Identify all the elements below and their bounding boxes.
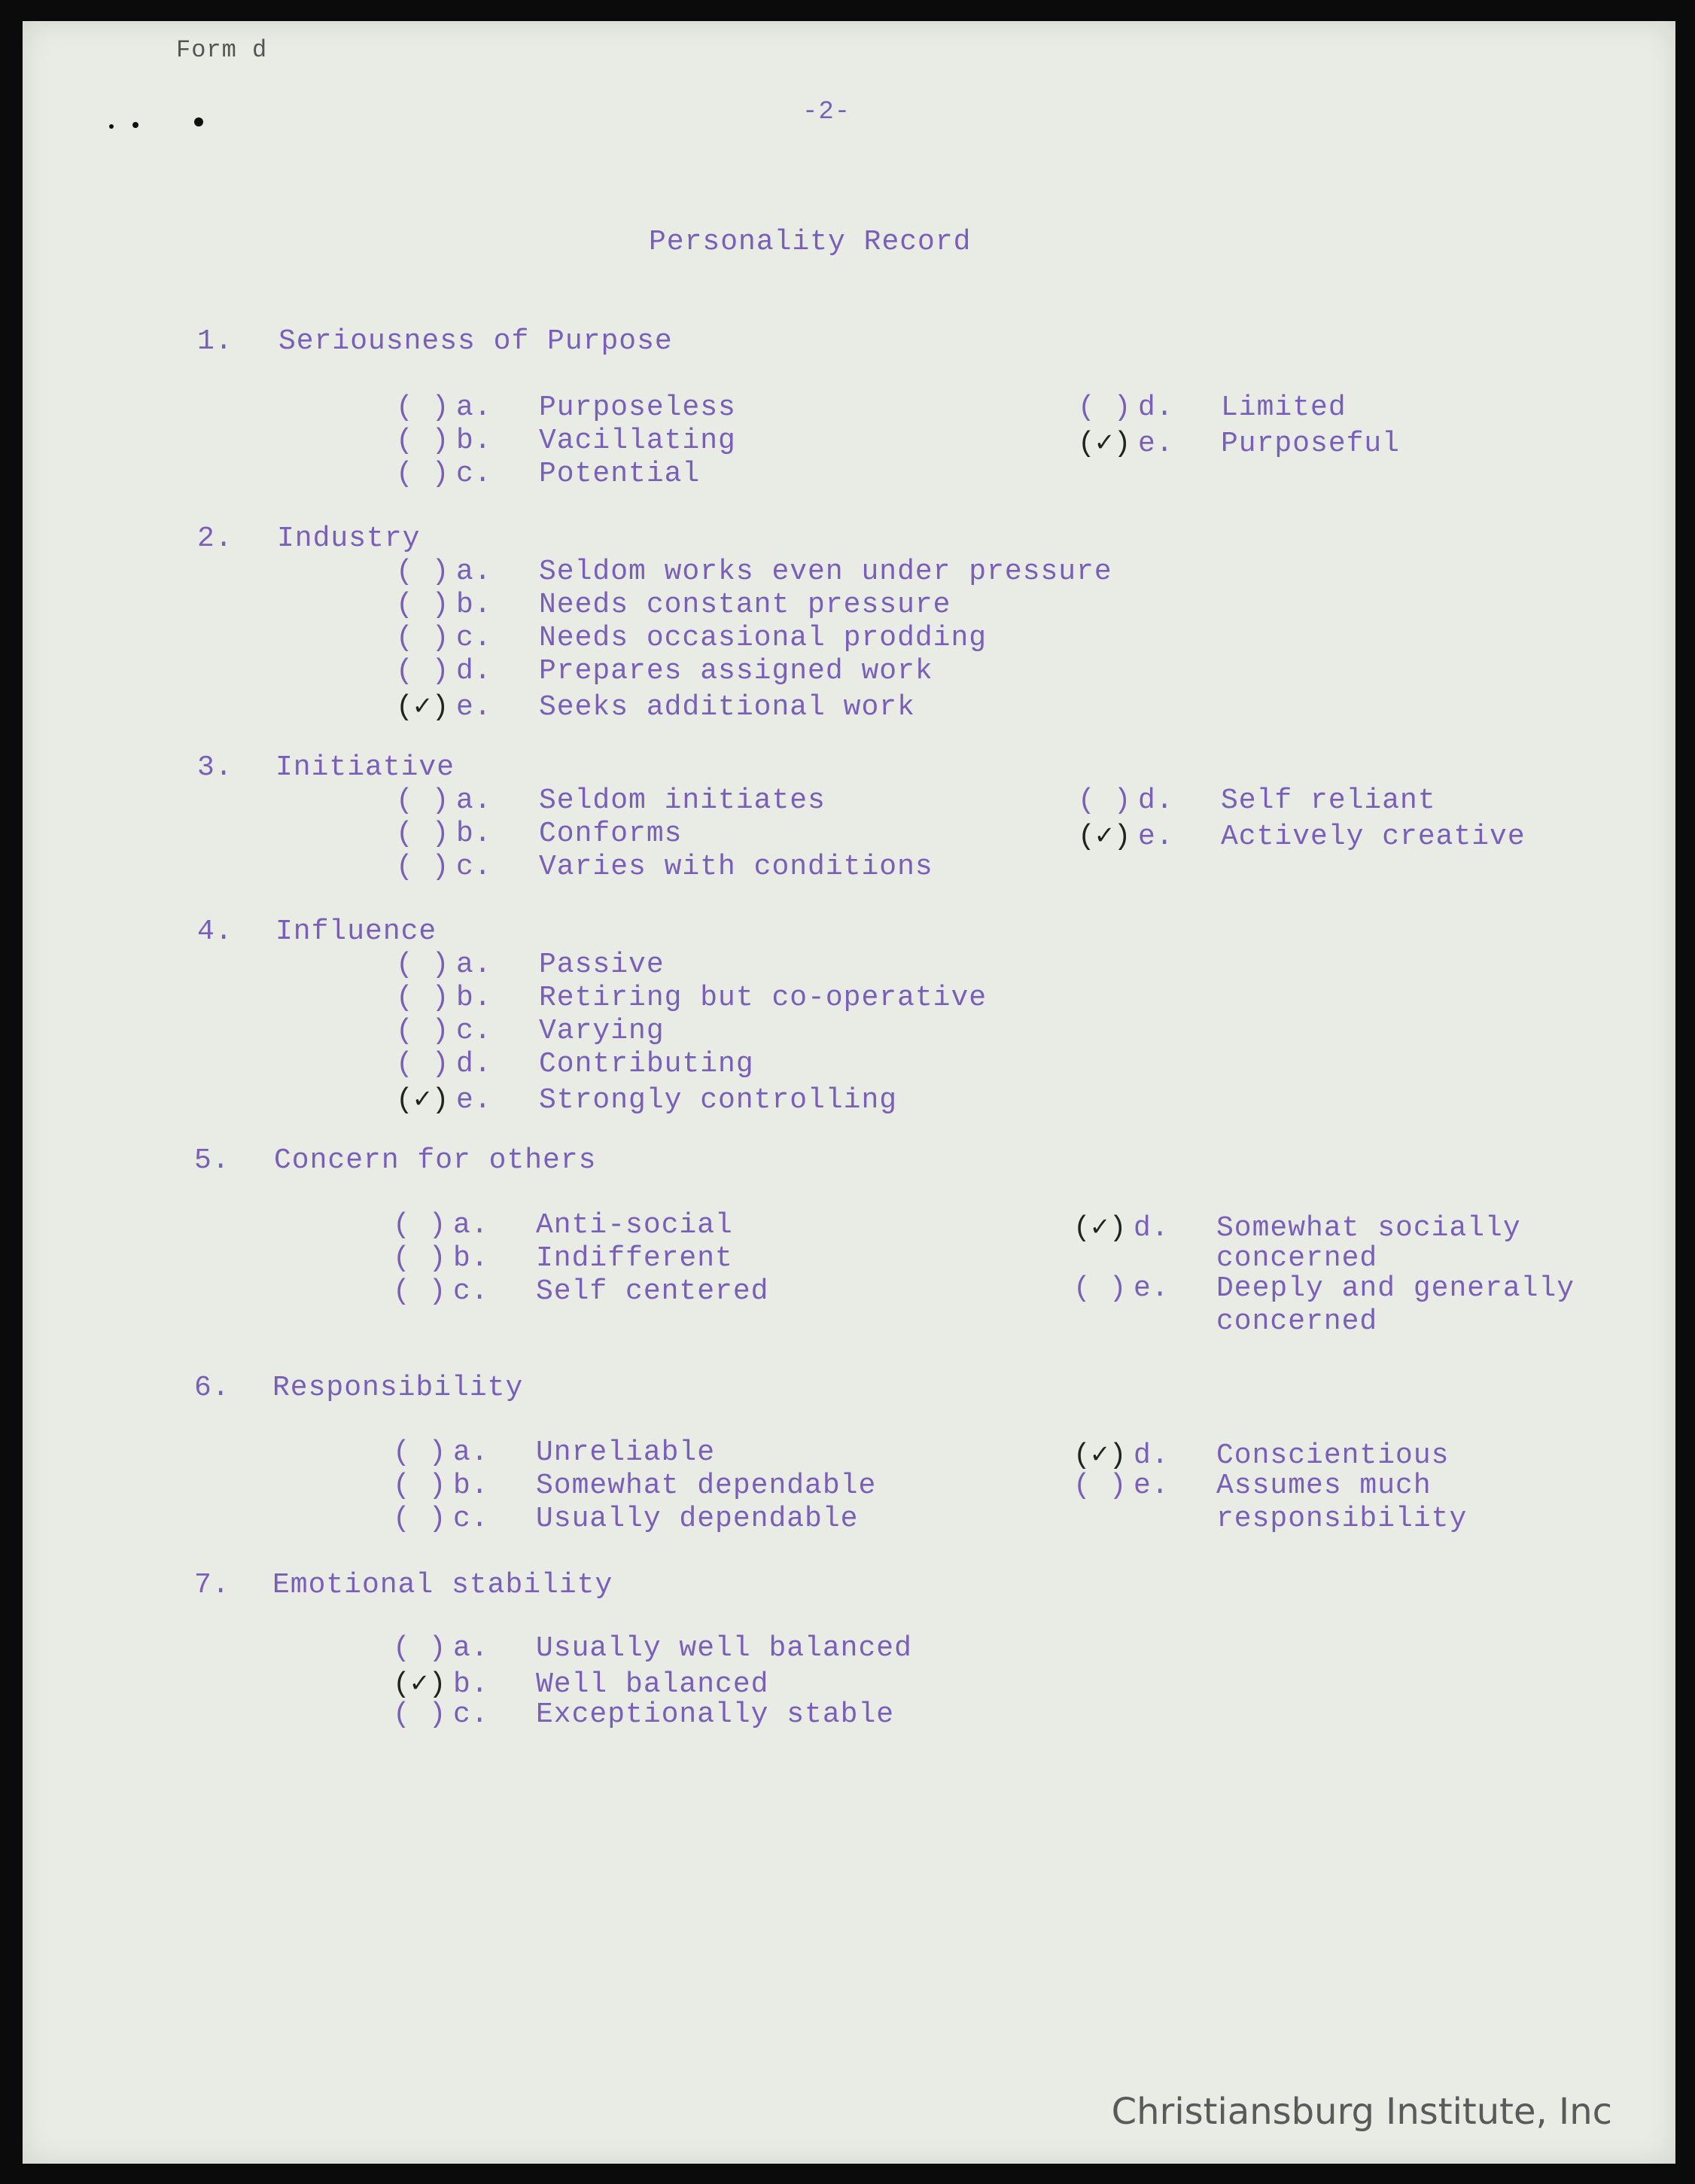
checkbox[interactable]: ( ): [396, 589, 450, 621]
option-5c[interactable]: [393, 1275, 768, 1308]
option-2a[interactable]: [396, 556, 1112, 588]
option-2e[interactable]: [396, 688, 915, 723]
question-number: 5.: [194, 1144, 230, 1177]
option-letter: c.: [453, 1503, 489, 1535]
option-4c[interactable]: [396, 1015, 665, 1047]
option-letter: b.: [456, 589, 492, 621]
option-2b[interactable]: [396, 589, 951, 621]
option-text: Deeply and generally: [1216, 1272, 1575, 1305]
option-text: Varying: [539, 1015, 665, 1047]
option-text: Seeks additional work: [539, 691, 915, 723]
option-text: Usually dependable: [536, 1503, 859, 1535]
option-3a[interactable]: [396, 784, 826, 817]
option-2d[interactable]: [396, 655, 933, 687]
option-5e[interactable]: [1073, 1272, 1575, 1305]
option-4e[interactable]: [396, 1081, 897, 1116]
checkbox[interactable]: ( ): [396, 949, 450, 981]
option-5d-continued: concerned: [1216, 1242, 1378, 1275]
option-text: Conforms: [539, 818, 683, 850]
option-text: Vacillating: [539, 425, 736, 457]
option-1c[interactable]: [396, 458, 700, 490]
option-3d[interactable]: [1078, 784, 1436, 817]
option-text: Well balanced: [536, 1668, 769, 1701]
checkbox-checked[interactable]: (✓): [396, 1084, 450, 1116]
question-number: 4.: [197, 915, 233, 948]
option-letter: b.: [453, 1242, 489, 1275]
option-text: Actively creative: [1221, 821, 1526, 853]
checkbox[interactable]: ( ): [396, 818, 450, 850]
checkbox[interactable]: ( ): [1073, 1272, 1127, 1305]
option-text: Somewhat socially: [1216, 1212, 1521, 1244]
option-text: Limited: [1221, 391, 1347, 424]
option-text: Purposeless: [539, 391, 736, 424]
option-6c[interactable]: [393, 1503, 858, 1535]
option-letter: e.: [1134, 1272, 1170, 1305]
checkbox[interactable]: ( ): [396, 425, 450, 457]
option-letter: d.: [456, 655, 492, 687]
option-3c[interactable]: [396, 851, 933, 883]
checkbox-checked[interactable]: (✓): [1073, 1439, 1127, 1472]
checkbox[interactable]: ( ): [393, 1436, 447, 1469]
option-letter: c.: [456, 851, 492, 883]
option-letter: d.: [1138, 391, 1174, 424]
form-label: Form d: [176, 36, 268, 64]
option-letter: c.: [456, 458, 492, 490]
checkbox-checked[interactable]: (✓): [1078, 821, 1132, 853]
option-7b[interactable]: [393, 1665, 768, 1701]
option-2c[interactable]: [396, 622, 987, 654]
checkbox[interactable]: ( ): [393, 1242, 447, 1275]
checkbox[interactable]: ( ): [393, 1275, 447, 1308]
option-text: Conscientious: [1216, 1439, 1450, 1472]
option-letter: c.: [453, 1698, 489, 1731]
option-letter: a.: [453, 1436, 489, 1469]
checkbox-checked[interactable]: (✓): [1078, 428, 1132, 460]
option-3b[interactable]: [396, 818, 682, 850]
option-letter: b.: [453, 1668, 489, 1701]
option-7a[interactable]: [393, 1632, 912, 1665]
option-letter: c.: [456, 1015, 492, 1047]
option-letter: a.: [456, 949, 492, 981]
checkbox[interactable]: ( ): [396, 851, 450, 883]
option-6e-continued: responsibility: [1216, 1503, 1468, 1535]
option-letter: d.: [1138, 784, 1174, 817]
option-6d[interactable]: [1073, 1436, 1449, 1472]
option-6a[interactable]: [393, 1436, 715, 1469]
page-title: Personality Record: [649, 226, 972, 258]
option-letter: b.: [453, 1470, 489, 1502]
checkbox-checked[interactable]: (✓): [393, 1668, 447, 1701]
option-text: Needs constant pressure: [539, 589, 951, 621]
option-5e-continued: concerned: [1216, 1305, 1378, 1338]
option-text: Assumes much: [1216, 1470, 1432, 1502]
option-letter: c.: [453, 1275, 489, 1308]
question-title: Concern for others: [274, 1144, 597, 1177]
option-letter: e.: [1138, 821, 1174, 853]
option-1e[interactable]: [1078, 425, 1400, 460]
checkbox[interactable]: ( ): [396, 391, 450, 424]
checkbox[interactable]: ( ): [393, 1470, 447, 1502]
option-6b[interactable]: [393, 1470, 876, 1502]
option-text: Self centered: [536, 1275, 769, 1308]
checkbox[interactable]: ( ): [1078, 784, 1132, 817]
question-number: 7.: [194, 1569, 230, 1601]
option-letter: a.: [456, 556, 492, 588]
option-text: Retiring but co-operative: [539, 982, 987, 1014]
option-5b[interactable]: [393, 1242, 733, 1275]
option-7c[interactable]: [393, 1698, 894, 1731]
checkbox[interactable]: ( ): [396, 1015, 450, 1047]
option-3e[interactable]: [1078, 818, 1526, 853]
option-letter: d.: [456, 1048, 492, 1080]
option-6e[interactable]: [1073, 1470, 1432, 1502]
option-text: Purposeful: [1221, 428, 1401, 460]
option-letter: e.: [1138, 428, 1174, 460]
option-letter: a.: [453, 1632, 489, 1665]
option-letter: e.: [1134, 1470, 1170, 1502]
question-title: Industry: [277, 522, 421, 555]
checkbox[interactable]: ( ): [393, 1503, 447, 1535]
question-number: 6.: [194, 1372, 230, 1404]
option-letter: d.: [1134, 1439, 1170, 1472]
checkbox-checked[interactable]: (✓): [396, 691, 450, 723]
checkbox[interactable]: ( ): [393, 1632, 447, 1665]
question-number: 1.: [197, 325, 233, 358]
question-number: 3.: [197, 751, 233, 784]
option-text: Seldom works even under pressure: [539, 556, 1112, 588]
option-letter: a.: [456, 784, 492, 817]
option-text: Prepares assigned work: [539, 655, 933, 687]
option-letter: b.: [456, 982, 492, 1014]
option-4a[interactable]: [396, 949, 665, 981]
page-number: -2-: [802, 98, 851, 126]
option-4b[interactable]: [396, 982, 987, 1014]
checkbox[interactable]: ( ): [1078, 391, 1132, 424]
option-1a[interactable]: [396, 391, 736, 424]
option-letter: d.: [1134, 1212, 1170, 1244]
option-letter: c.: [456, 622, 492, 654]
checkbox[interactable]: ( ): [396, 458, 450, 490]
watermark: Christiansburg Institute, Inc: [1111, 2091, 1612, 2133]
option-text: Anti-social: [536, 1209, 733, 1241]
option-text: Needs occasional prodding: [539, 622, 987, 654]
question-title: Initiative: [275, 751, 455, 784]
option-text: Contributing: [539, 1048, 754, 1080]
option-letter: b.: [456, 425, 492, 457]
option-letter: b.: [456, 818, 492, 850]
option-text: Varies with conditions: [539, 851, 933, 883]
checkbox-checked[interactable]: (✓): [1073, 1212, 1127, 1244]
question-title: Seriousness of Purpose: [278, 325, 673, 358]
option-text: Seldom initiates: [539, 784, 826, 817]
option-text: Usually well balanced: [536, 1632, 912, 1665]
checkbox[interactable]: ( ): [393, 1698, 447, 1731]
question-title: Responsibility: [272, 1372, 524, 1404]
option-letter: a.: [456, 391, 492, 424]
option-text: Somewhat dependable: [536, 1470, 877, 1502]
question-number: 2.: [197, 522, 233, 555]
option-letter: e.: [456, 1084, 492, 1116]
option-text: Self reliant: [1221, 784, 1436, 817]
checkbox[interactable]: ( ): [396, 1048, 450, 1080]
option-text: Potential: [539, 458, 701, 490]
option-letter: a.: [453, 1209, 489, 1241]
checkbox[interactable]: ( ): [396, 784, 450, 817]
option-text: Unreliable: [536, 1436, 716, 1469]
option-text: Strongly controlling: [539, 1084, 898, 1116]
checkbox[interactable]: ( ): [396, 655, 450, 687]
checkbox[interactable]: ( ): [393, 1209, 447, 1241]
checkbox[interactable]: ( ): [1073, 1470, 1127, 1502]
checkbox[interactable]: ( ): [396, 982, 450, 1014]
option-letter: e.: [456, 691, 492, 723]
checkbox[interactable]: ( ): [396, 556, 450, 588]
question-title: Emotional stability: [272, 1569, 613, 1601]
option-1b[interactable]: [396, 425, 736, 457]
checkbox[interactable]: ( ): [396, 622, 450, 654]
option-5d[interactable]: [1073, 1209, 1521, 1244]
option-text: Passive: [539, 949, 665, 981]
question-title: Influence: [275, 915, 437, 948]
option-5a[interactable]: [393, 1209, 733, 1241]
option-text: Exceptionally stable: [536, 1698, 895, 1731]
option-1d[interactable]: [1078, 391, 1347, 424]
option-text: Indifferent: [536, 1242, 733, 1275]
punch-marks: [105, 113, 211, 136]
option-4d[interactable]: [396, 1048, 754, 1080]
